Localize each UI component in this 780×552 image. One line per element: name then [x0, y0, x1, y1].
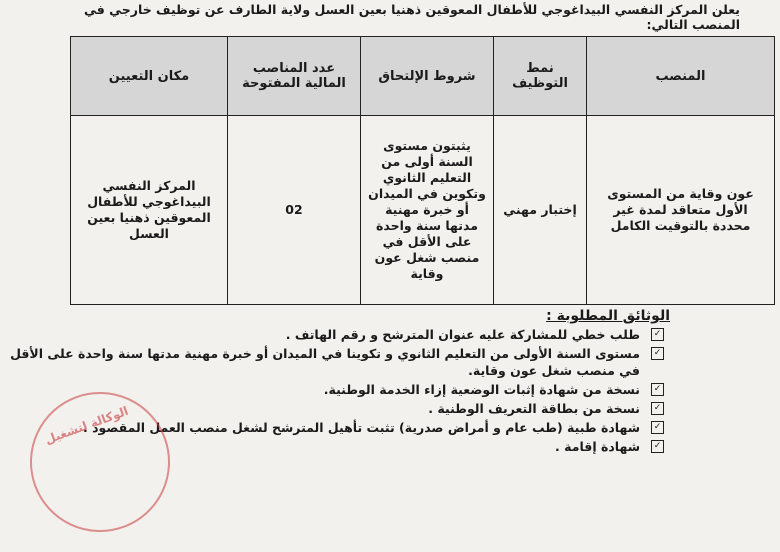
header-count: عدد المناصب المالية المفتوحة: [228, 37, 361, 116]
checkbox-icon: ✓: [651, 421, 664, 434]
cell-conditions: يثبتون مستوى السنة أولى من التعليم الثانوي وتكوين في الميدان أو خبرة مهنية مدتها سنة واحدة على الأقل في منصب شغل عون وقاية: [361, 116, 494, 305]
announcement-intro: يعلن المركز النفسي البيداغوجي للأطفال المعوقين ذهنيا بعين العسل ولاية الطارف عن توظيف خارجي في المنصب التالي:: [83, 2, 740, 32]
cell-post: عون وقاية من المستوى الأول متعاقد لمدة غير محددة بالتوقيت الكامل: [587, 116, 775, 305]
list-item: ✓ طلب خطي للمشاركة عليه عنوان المترشح و رقم الهاتف .: [4, 326, 644, 343]
checkbox-icon: ✓: [651, 402, 664, 415]
checkbox-icon: ✓: [651, 440, 664, 453]
header-post: المنصب: [587, 37, 775, 116]
stamp-text: الوكالة لتشغيل: [43, 403, 131, 447]
positions-table: [70, 36, 775, 305]
list-item: ✓ شهادة إقامة .: [4, 438, 644, 455]
list-item: ✓ نسخة من بطاقة التعريف الوطنية .: [4, 400, 644, 417]
list-item: ✓ شهادة طبية (طب عام و أمراض صدرية) تثبت تأهيل المترشح لشغل منصب العمل المقصود .: [4, 419, 644, 436]
checkbox-icon: ✓: [651, 383, 664, 396]
header-conditions: شروط الإلتحاق: [361, 37, 494, 116]
cell-place: المركز النفسي البيداغوجي للأطفال المعوقين ذهنيا بعين العسل: [71, 116, 228, 305]
checkbox-icon: ✓: [651, 347, 664, 360]
header-mode: نمط التوظيف: [494, 37, 587, 116]
header-place: مكان التعيين: [71, 37, 228, 116]
checkbox-icon: ✓: [651, 328, 664, 341]
list-item: ✓ نسخة من شهادة إثبات الوضعية إزاء الخدمة الوطنية.: [4, 381, 644, 398]
list-item: ✓ مستوى السنة الأولى من التعليم الثانوي و تكوينا في الميدان أو خبرة مهنية مدتها سنة واحدة على الأقل في منصب شغل عون وقاية.: [4, 345, 644, 379]
table-header-row: [71, 37, 775, 116]
cell-mode: إختبار مهني: [494, 116, 587, 305]
required-documents-title: الوثائق المطلوبة :: [546, 308, 670, 324]
table-row: [71, 116, 775, 305]
cell-count: 02: [228, 116, 361, 305]
